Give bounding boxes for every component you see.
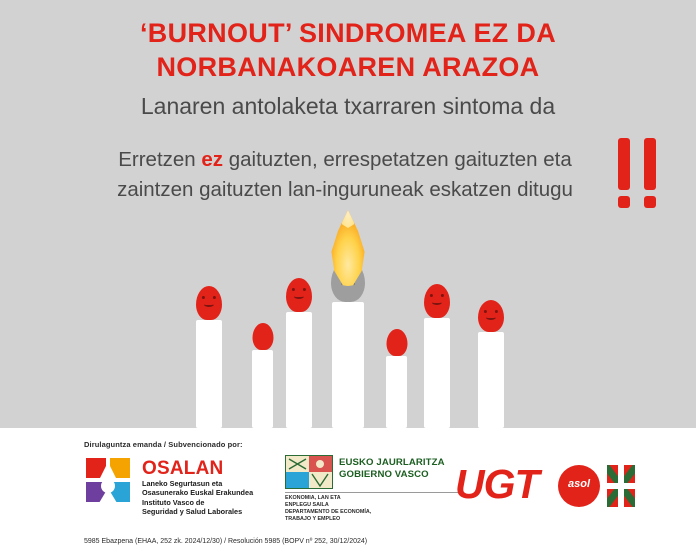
match-head-burnt [331, 260, 365, 302]
exclamation-marks-icon [612, 138, 668, 210]
gobierno-vasco-department [285, 495, 463, 523]
ugt-logo [455, 461, 635, 519]
body-copy-line-2: zaintzen gaituzten lan-inguruneak eskatzen ditugu [117, 178, 573, 201]
legal-note: 5985 Ebazpena (EHAA, 252 zk. 2024/12/30) / Resolución 5985 (BOPV nº 252, 30/12/2024) [84, 538, 368, 545]
match-stick [332, 302, 364, 428]
match-3 [286, 282, 312, 428]
body-copy-highlight: ez [201, 148, 224, 171]
dept-line-3: DEPARTAMENTO DE ECONOMÍA, [285, 509, 372, 515]
osalan-mark-icon [84, 456, 136, 510]
match-head-red [252, 323, 273, 350]
match-stick [386, 356, 407, 428]
match-6 [424, 288, 450, 428]
match-head-red [286, 278, 312, 312]
subheadline: Lanaren antolaketa txarraren sintoma da [140, 93, 556, 119]
basque-crest-icon [285, 455, 333, 489]
sponsor-label: Dirulaguntza emanda / Subvencionado por: [84, 440, 243, 449]
body-copy-part-1: Erretzen [118, 148, 202, 171]
ugt-badge-text: asol [567, 478, 590, 490]
match-face-smile [200, 296, 218, 311]
match-stick [424, 318, 450, 428]
matchsticks-illustration [0, 228, 696, 428]
body-copy [60, 145, 630, 205]
body-copy-line-1 [60, 145, 630, 175]
headline-line-1: ‘BURNOUT’ SINDROMEA EZ DA [139, 18, 556, 48]
match-4-burning [332, 262, 364, 428]
match-stick [286, 312, 312, 428]
match-face-smile [428, 294, 446, 309]
body-copy-part-2: gaituzten, errespetatzen gaituzten eta [223, 148, 572, 171]
ikurrina-icon [607, 465, 635, 507]
page-title [0, 16, 696, 84]
gobierno-vasco-title-es: GOBIERNO VASCO [339, 469, 429, 480]
match-face-smile [482, 310, 500, 324]
ugt-badge-icon [558, 465, 600, 507]
gobierno-vasco-logo [285, 455, 463, 522]
osalan-subtitle-es [142, 498, 282, 517]
dept-line-1: EKONOMIA, LAN ETA [285, 495, 341, 501]
osalan-line-3: Instituto Vasco de [142, 498, 205, 507]
match-stick [478, 332, 504, 428]
match-head-red [386, 329, 407, 356]
osalan-logo [84, 454, 279, 516]
dept-line-4: TRABAJO Y EMPLEO [285, 516, 341, 522]
match-1 [196, 292, 222, 428]
match-7 [478, 304, 504, 428]
match-face-smile [290, 288, 308, 303]
dept-line-2: ENPLEGU SAILA [285, 502, 329, 508]
match-5 [386, 332, 407, 428]
divider [285, 492, 463, 493]
ugt-wordmark: UGT [455, 461, 539, 507]
flame-icon [325, 210, 371, 286]
osalan-subtitle-eu [142, 479, 282, 498]
footer [0, 428, 696, 557]
match-head-red [196, 286, 222, 320]
headline-line-2: NORBANAKOAREN ARAZOA [156, 52, 540, 82]
osalan-line-4: Seguridad y Salud Laborales [142, 507, 243, 517]
match-stick [252, 350, 273, 428]
match-head-red [478, 300, 504, 332]
osalan-line-1: Laneko Segurtasun eta [142, 479, 223, 488]
gobierno-vasco-title-eu: EUSKO JAURLARITZA [339, 457, 445, 468]
osalan-line-2: Osasunerako Euskal Erakundea [142, 488, 254, 498]
match-head-red [424, 284, 450, 318]
match-2 [252, 326, 273, 428]
match-stick [196, 320, 222, 428]
osalan-wordmark: OSALAN [142, 458, 224, 479]
